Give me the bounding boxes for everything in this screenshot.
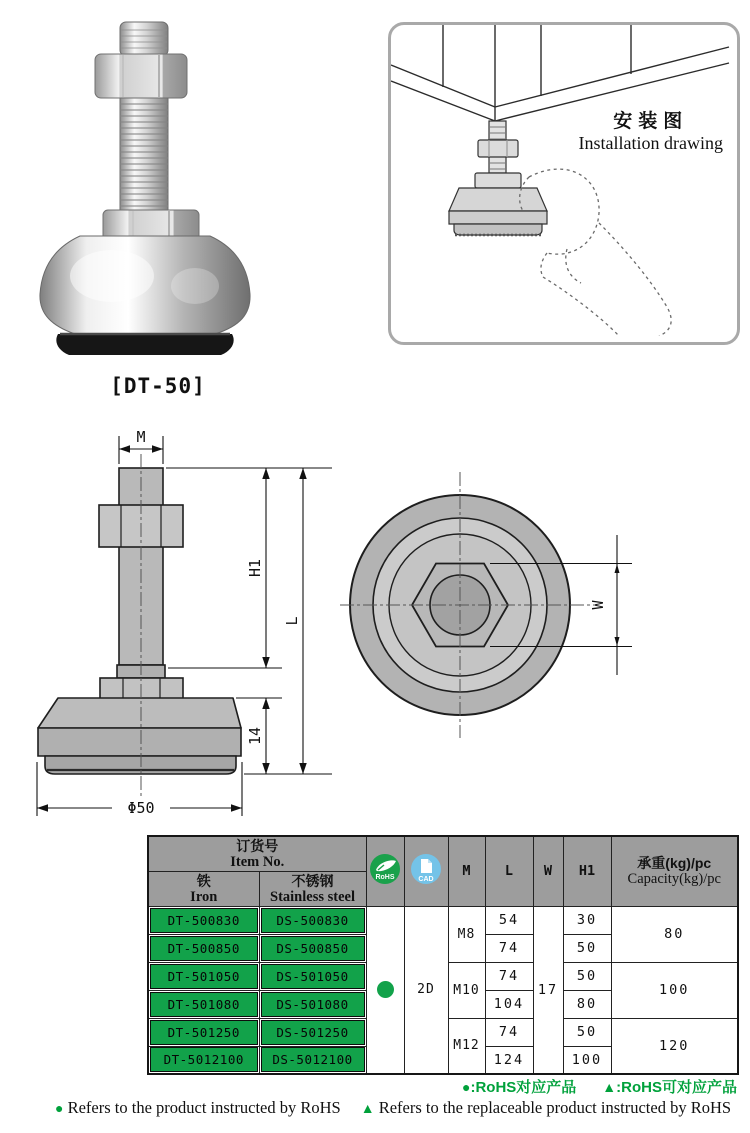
ss-code: DS-500850 xyxy=(261,936,365,961)
dot-symbol: ● xyxy=(462,1079,471,1095)
iron-code: DT-500850 xyxy=(150,936,258,961)
header-capacity-en: Capacity(kg)/pc xyxy=(627,871,721,888)
header-capacity-zh: 承重(kg)/pc xyxy=(637,855,712,872)
rohs-dot xyxy=(377,981,394,998)
cabinet-corner xyxy=(391,25,729,121)
header-ss-en: Stainless steel xyxy=(270,888,355,905)
installation-panel xyxy=(388,22,740,345)
iron-code: DT-501050 xyxy=(150,964,258,989)
m-group: M10 xyxy=(448,962,485,1018)
header-iron xyxy=(148,871,259,906)
header-item-no-en: Item No. xyxy=(230,853,285,870)
ss-code-cell xyxy=(259,990,366,1018)
side-view-drawing xyxy=(20,410,350,830)
h1-value: 50 xyxy=(563,934,611,962)
header-h1: H1 xyxy=(563,836,611,906)
l-value: 74 xyxy=(485,962,533,990)
iron-code-cell xyxy=(148,1046,259,1074)
m-group: M8 xyxy=(448,906,485,962)
h1-value: 30 xyxy=(563,906,611,934)
ss-code-cell xyxy=(259,962,366,990)
ss-code-cell xyxy=(259,1046,366,1074)
iron-code-cell xyxy=(148,906,259,934)
installation-drawing xyxy=(391,25,731,336)
ss-code: DS-500830 xyxy=(261,908,365,933)
header-item-no-zh: 订货号 xyxy=(236,837,279,854)
capacity-group: 120 xyxy=(611,1018,738,1074)
leveling-foot-photo xyxy=(40,22,250,355)
header-m: M xyxy=(448,836,485,906)
capacity-group: 80 xyxy=(611,906,738,962)
h1-value: 50 xyxy=(563,962,611,990)
top-view-drawing xyxy=(340,460,640,750)
spec-table xyxy=(147,835,739,1075)
header-item-no xyxy=(148,836,366,871)
legend-tri-sentence xyxy=(361,1098,731,1118)
capacity-group: 100 xyxy=(611,962,738,1018)
triangle-symbol: ▲ xyxy=(360,1100,375,1116)
legend-dot-sentence xyxy=(55,1098,341,1118)
h1-value: 100 xyxy=(563,1046,611,1074)
legend-tri-text: :RoHS可对应产品 xyxy=(616,1079,737,1096)
wrench-outline xyxy=(520,169,672,336)
l-value: 74 xyxy=(485,934,533,962)
dim-h1-label: H1 xyxy=(246,558,264,578)
iron-code-cell xyxy=(148,962,259,990)
legend-dot-en-text: Refers to the product instructed by RoHS xyxy=(67,1098,341,1117)
h1-value: 80 xyxy=(563,990,611,1018)
ss-code: DS-501050 xyxy=(261,964,365,989)
header-cad xyxy=(404,836,448,906)
dim-dia-label: Φ50 xyxy=(127,799,155,817)
foot-side-body xyxy=(38,468,241,774)
ss-code-cell xyxy=(259,934,366,962)
iron-code-cell xyxy=(148,934,259,962)
rohs-icon xyxy=(369,853,401,885)
spec-table-section xyxy=(147,835,739,1075)
svg-text:RoHS: RoHS xyxy=(375,873,395,881)
m-group: M12 xyxy=(448,1018,485,1074)
ss-code: DS-501080 xyxy=(261,992,365,1017)
model-label: [DT-50] xyxy=(110,374,206,398)
installation-title-zh: 安装图 xyxy=(613,111,689,132)
iron-code: DT-501250 xyxy=(150,1020,258,1045)
table-row xyxy=(148,906,738,934)
dim-m-label: M xyxy=(136,428,146,446)
cad-icon xyxy=(410,853,442,885)
rohs-legend-cn xyxy=(462,1076,737,1097)
dim-w-label: W xyxy=(589,600,607,610)
header-ss-zh: 不锈钢 xyxy=(291,872,334,889)
ss-code-cell xyxy=(259,1018,366,1046)
svg-text:CAD: CAD xyxy=(418,875,434,883)
w-value: 17 xyxy=(533,906,563,1074)
installed-foot xyxy=(449,121,547,235)
l-value: 54 xyxy=(485,906,533,934)
legend-dot-item xyxy=(462,1076,576,1097)
l-value: 104 xyxy=(485,990,533,1018)
iron-code: DT-501080 xyxy=(150,992,258,1017)
dot-symbol: ● xyxy=(55,1100,64,1116)
h1-value: 50 xyxy=(563,1018,611,1046)
rohs-mark-cell xyxy=(366,906,404,1074)
legend-tri-en-text: Refers to the replaceable product instructed by RoHS xyxy=(378,1098,732,1117)
header-iron-zh: 铁 xyxy=(196,872,211,889)
installation-title-en: Installation drawing xyxy=(578,132,723,153)
iron-code: DT-5012100 xyxy=(150,1047,258,1072)
header-iron-en: Iron xyxy=(190,888,218,905)
header-ss xyxy=(259,871,366,906)
legend-tri-item xyxy=(602,1076,737,1097)
triangle-symbol: ▲ xyxy=(602,1079,617,1095)
ss-code: DS-5012100 xyxy=(261,1047,365,1072)
l-value: 124 xyxy=(485,1046,533,1074)
legend-dot-text: :RoHS对应产品 xyxy=(470,1079,577,1096)
iron-code: DT-500830 xyxy=(150,908,258,933)
ss-code-cell xyxy=(259,906,366,934)
ss-code: DS-501250 xyxy=(261,1020,365,1045)
header-capacity xyxy=(611,836,738,906)
dim-14-label: 14 xyxy=(246,726,264,746)
iron-code-cell xyxy=(148,1018,259,1046)
header-l: L xyxy=(485,836,533,906)
cad-value-cell: 2D xyxy=(404,906,448,1074)
product-photo xyxy=(20,10,340,370)
dim-l-label: L xyxy=(283,616,301,626)
iron-code-cell xyxy=(148,990,259,1018)
rohs-legend-en xyxy=(55,1098,731,1118)
header-w: W xyxy=(533,836,563,906)
l-value: 74 xyxy=(485,1018,533,1046)
header-rohs xyxy=(366,836,404,906)
installation-title xyxy=(579,111,723,154)
